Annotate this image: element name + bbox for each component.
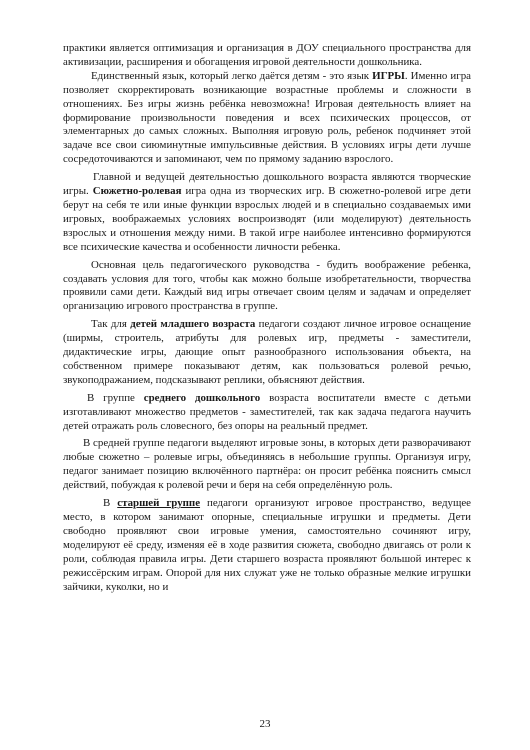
document-body [63,42,471,594]
paragraph-7: В средней группе педагоги выделяют игровые зоны, в которых дети разворачивают любые сюжетно – ролевые игры, объединяясь в небольшие группы. Организуя игру, педагог занимает позицию включённого партнёра: он просит ребёнка пояснить смысл действий, побуждая к ролевой речи и беря на себя определённую роль. [63,437,471,492]
paragraph-5 [63,318,471,388]
paragraph-4: Основная цель педагогического руководства - будить воображение ребенка, создавать условия для того, чтобы как можно больше изобретательности, творчества проявили сами дети. Каждый вид игры отвечает своим целям и задачам и определяет организацию игрового пространства в группе. [63,258,471,313]
paragraph-6-emphasis: среднего дошкольного [143,391,261,404]
paragraph-8-text-a: В [103,497,118,510]
paragraph-2-text-c: . Именно игра позволяет скорректировать возникающие возрастные проблемы и сложности в отношениях. Без игры жизнь ребёнка невозможна! Игровая деятельность влияет на формирование произвольности поведения и всех психических процессов, от элементарных до самых сложных. Выполняя игровую роль, ребенок подчиняет этой задаче все свои сиюминутные импульсивные действия. В условиях игры дети лучше сосредоточиваются и запоминают, чем по прямому заданию взрослого. [63,69,471,166]
paragraph-2-emphasis: ИГРЫ [372,69,405,82]
paragraph-3 [63,171,471,254]
paragraph-3-text-a: Главной и ведущей деятельностью дошкольного возраста являются творческие игры. [63,171,471,198]
paragraph-6-text-a: В группе [87,391,144,404]
paragraph-8-emphasis: старшей группе [117,497,201,510]
paragraph-8-text-c: педагоги организуют игровое пространство, ведущее место, в котором занимают опорные, специальные игрушки и предметы. Дети свободно проявляют свои игровые умения, самостоятельно сочиняют игру, моделируют её среду, изменяя её в ходе развития сюжета, свободно двигаясь от роли к роли, соблюдая правила игры. Дети старшего возраста проявляют большой интерес к режиссёрским играм. Опорой для них служат уже не только образные мелкие игрушки зайчики, куколки, но и [63,497,471,593]
paragraph-2-text-a: Единственный язык, который легко даётся детям - это язык [91,69,373,82]
paragraph-6-text-c: возраста воспитатели вместе с детьми изготавливают множество предметов - заместителей, так как задача педагога научить детей отражать роль словесного, без опоры на реальный предмет. [63,391,471,432]
paragraph-8 [63,497,471,594]
paragraph-3-emphasis: Сюжетно-ролевая [92,185,182,198]
paragraph-5-emphasis: детей младшего возраста [130,318,256,331]
paragraph-1: практики является оптимизация и организация в ДОУ специального пространства для активизации, расширения и обогащения игровой деятельности дошкольника. [63,42,471,68]
paragraph-6 [63,392,471,434]
paragraph-5-text-a: Так для [91,318,131,331]
paragraph-2 [63,70,471,167]
paragraph-5-text-c: педагоги создают личное игровое оснащение (ширмы, строитель, атрибуты для ролевых игр, предметы - заместители, дидактические игры, дающие опыт разнообразного использования объекта, на собственном примере показывают детям, как пользоваться ролевой речью, звукоподражанием, подсказывают реплики, объясняют действия. [63,318,471,386]
paragraph-3-text-c: игра одна из творческих игр. В сюжетно-ролевой игре дети берут на себя те или иные функции взрослых людей и в специально создаваемых ими игровых, воображаемых условиях воспроизводят (или моделируют) деятельность взрослых и отношения между ними. В такой игре наиболее интенсивно формируются все психические качества и особенности личности ребенка. [63,185,471,253]
page-number: 23 [259,718,271,730]
